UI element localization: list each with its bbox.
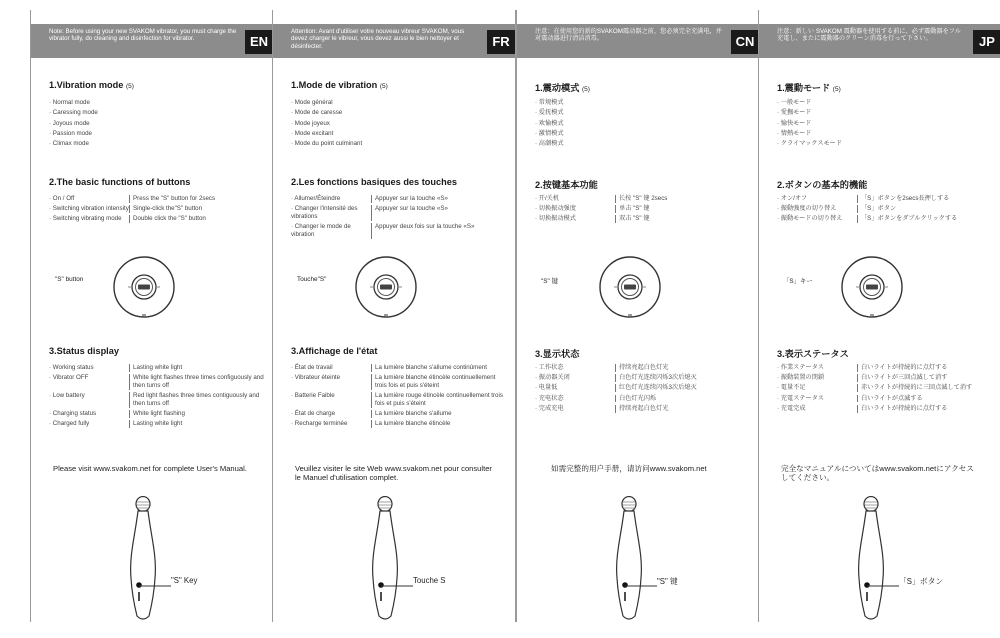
table-row	[535, 364, 750, 372]
button-label: Touche"S"	[297, 276, 327, 283]
status-name: · 振动器关闭	[535, 374, 570, 382]
manual-visit-note: Veuillez visiter le site Web www.svakom.net pour consulter le Manuel d'utilisation complet.	[295, 464, 492, 483]
vibration-mode-list	[291, 98, 362, 149]
function-name: · 振動モードの切り替え	[777, 215, 843, 223]
button-circle-icon	[834, 255, 910, 319]
table-row	[777, 384, 992, 392]
status-name: · 充電ステータス	[777, 394, 824, 402]
status-name: · État de travail	[291, 364, 333, 371]
function-name: · Changer l'intensité des vibrations	[291, 205, 358, 220]
manual-page-en	[30, 10, 274, 622]
status-display-table	[291, 364, 506, 431]
function-action: 双击 "S" 键	[615, 215, 750, 223]
section-title-text: 1.震动模式	[535, 83, 580, 93]
status-name: · Vibrator OFF	[49, 374, 89, 382]
button-circle-icon	[592, 255, 668, 319]
list-item: · 高潮模式	[535, 140, 564, 148]
vibration-mode-list	[49, 98, 98, 149]
function-name: · 切换振动模式	[535, 215, 576, 223]
function-action: Press the "S" button for 2secs	[129, 195, 264, 203]
manual-page-fr	[272, 10, 516, 622]
status-indication: 红色灯光连续闪烁3次后熄灭	[615, 384, 750, 392]
mode-count: (5)	[125, 83, 134, 90]
status-indication: White light flashing	[129, 410, 264, 418]
status-indication: La lumière blanche étincèle	[371, 420, 506, 428]
note-banner: Attention: Avant d'utiliser votre nouveau vibreur SVAKOM, vous devez charger le vibreur, vous devez aussi le bien nettoyer et désinfecter.	[273, 24, 515, 58]
status-name: · 电量低	[535, 384, 558, 392]
list-item: · 欢愉模式	[535, 119, 564, 127]
status-indication: 白色灯光连续闪烁3次后熄灭	[615, 374, 750, 382]
list-item: · Joyous mode	[49, 119, 90, 127]
language-badge: FR	[487, 30, 515, 54]
status-name: · 振動装置の閉鎖	[777, 374, 825, 382]
function-name: · 振動強度の切り替え	[777, 205, 837, 213]
status-name: · Charging status	[49, 410, 97, 418]
list-item: · Mode du point culminant	[291, 140, 363, 148]
section-button-functions-title: 2.The basic functions of buttons	[49, 177, 191, 187]
vibrator-icon	[607, 496, 651, 622]
table-row	[777, 205, 992, 213]
status-indication: 持续亮起白色灯光	[615, 405, 750, 413]
table-row	[777, 374, 992, 382]
list-item: · Mode de caresse	[291, 109, 343, 117]
table-row	[291, 223, 506, 239]
table-row	[291, 364, 506, 372]
status-name: · Working status	[49, 364, 94, 371]
button-diagram	[106, 255, 182, 324]
status-name: · État de charge	[291, 410, 336, 418]
table-row	[49, 195, 264, 203]
key-label: 「S」ボタン	[899, 577, 944, 586]
function-action: Double click the "S" button	[129, 215, 264, 223]
status-indication: 白いライトが三回点滅して消す	[857, 374, 992, 382]
manual-page-cn	[516, 10, 760, 622]
function-name: · 开/关机	[535, 195, 560, 202]
vibrator-illustration	[607, 496, 651, 622]
status-name: · Low battery	[49, 392, 85, 400]
table-row	[49, 364, 264, 372]
table-row	[291, 374, 506, 390]
mode-count: (5)	[581, 86, 590, 93]
status-display-table	[535, 364, 750, 415]
list-item: · 爱抚模式	[535, 109, 564, 117]
vibrator-icon	[121, 496, 165, 622]
section-button-functions-title: 2.按键基本功能	[535, 180, 598, 190]
button-functions-table	[291, 195, 506, 241]
list-item: · 激情模式	[535, 129, 564, 137]
status-name: · Recharge terminée	[291, 420, 348, 428]
key-label: "S" 键	[657, 577, 678, 586]
button-label: 「S」キー	[783, 278, 813, 285]
button-label: "S" button	[55, 276, 84, 283]
status-indication: Red light flashes three times contiguously and then turns off	[129, 392, 264, 408]
status-indication: White light flashes three times configuously and then turns off	[129, 374, 264, 390]
status-indication: La lumière rouge étincèle continuellement trois fois et puis s'éteint	[371, 392, 506, 408]
status-display-table	[777, 364, 992, 415]
key-label: Touche S	[413, 576, 446, 585]
function-action: 长按 "S" 键 2secs	[615, 195, 750, 203]
table-row	[535, 195, 750, 203]
section-status-display-title: 3.显示状态	[535, 349, 580, 359]
button-diagram	[592, 255, 668, 324]
table-row	[535, 395, 750, 403]
table-row	[49, 420, 264, 428]
section-vibration-mode-title	[49, 80, 134, 90]
table-row	[291, 410, 506, 418]
vibrator-illustration	[121, 496, 165, 622]
table-row	[777, 195, 992, 203]
list-item: · 一般モード	[777, 99, 812, 106]
status-indication: 白色灯光闪烁	[615, 395, 750, 403]
status-indication: 白いライトが点滅する	[857, 395, 992, 403]
table-row	[49, 374, 264, 390]
status-name: · Vibrateur éteinte	[291, 374, 341, 382]
function-name: · オン/オフ	[777, 195, 808, 202]
list-item: · クライマックスモード	[777, 140, 842, 148]
vibrator-illustration	[849, 496, 893, 622]
list-item: · 常规模式	[535, 99, 564, 106]
manual-visit-note: 完全なマニュアルについてはwww.svakom.netにアクセスしてください。	[781, 464, 974, 483]
list-item: · Passion mode	[49, 129, 92, 137]
button-diagram	[348, 255, 424, 324]
function-action: 单击 "S" 键	[615, 205, 750, 213]
table-row	[291, 420, 506, 428]
function-action: Appuyer sur la touche «S»	[371, 195, 506, 203]
button-diagram	[834, 255, 910, 324]
table-row	[777, 364, 992, 372]
status-indication: 白いライトが持続的に点灯する	[857, 364, 992, 372]
table-row	[49, 392, 264, 408]
list-item: · Mode joyeux	[291, 119, 330, 127]
list-item: · Mode excitant	[291, 129, 334, 137]
status-name: · Charged fully	[49, 420, 90, 428]
key-pointer-line	[381, 584, 413, 588]
status-indication: Lasting white light	[129, 420, 264, 428]
status-name: · 電量不足	[777, 384, 806, 392]
table-row	[535, 405, 750, 413]
status-name: · 充電完成	[777, 404, 806, 412]
vibration-mode-list	[535, 98, 564, 149]
function-name: · 切换振动强度	[535, 205, 576, 213]
section-title-text: 1.Mode de vibration	[291, 80, 378, 90]
button-functions-table	[535, 195, 750, 226]
function-action: Single-click the"S" button	[129, 205, 264, 213]
table-row	[777, 405, 992, 413]
note-banner: 注意：在使用您的新的SVAKOM震动器之前，您必须完全充满电，并对震动器进行清洁消毒。	[517, 24, 759, 58]
status-indication: 赤いライトが持続的に三回点滅して消す	[857, 384, 992, 392]
section-title-text: 1.震動モード	[777, 83, 831, 93]
language-badge: EN	[245, 30, 273, 54]
button-functions-table	[49, 195, 264, 226]
table-row	[777, 395, 992, 403]
function-action: 「S」ボタン	[857, 205, 992, 213]
table-row	[535, 384, 750, 392]
table-row	[49, 215, 264, 223]
table-row	[291, 195, 506, 203]
key-pointer-line	[625, 584, 657, 588]
table-row	[535, 374, 750, 382]
button-functions-table	[777, 195, 992, 226]
status-indication: 白いライトが持続的に点灯する	[857, 405, 992, 413]
manual-visit-note: 如需完整的用户手册，请访问www.svakom.net	[551, 464, 707, 473]
language-badge: CN	[731, 30, 759, 54]
table-row	[777, 215, 992, 223]
function-action: Appuyer sur la touche «S»	[371, 205, 506, 221]
section-button-functions-title: 2.Les fonctions basiques des touches	[291, 177, 457, 187]
table-row	[535, 205, 750, 213]
key-pointer-line	[867, 584, 899, 588]
button-label: "S" 键	[541, 278, 558, 285]
language-badge: JP	[973, 30, 1000, 54]
table-row	[291, 392, 506, 408]
list-item: · 愉快モード	[777, 119, 812, 127]
status-name: · 充电状态	[535, 394, 564, 402]
status-indication: La lumière blanche s'allume continûment	[371, 364, 506, 372]
table-row	[49, 410, 264, 418]
function-name: · Switching vibration intensity	[49, 205, 129, 213]
list-item: · Normal mode	[49, 99, 90, 106]
status-name: · 作業ステータス	[777, 364, 824, 371]
vibrator-icon	[363, 496, 407, 622]
status-indication: La lumière blanche étincèle continuellement trois fois et puis s'éteint	[371, 374, 506, 390]
note-banner: Note: Before using your new SVAKOM vibrator, you must charge the vibrator fully, do cleaning and disinfection for vibrator.	[31, 24, 273, 58]
button-circle-icon	[106, 255, 182, 319]
function-name: · Changer le mode de vibration	[291, 223, 351, 238]
list-item: · Caressing mode	[49, 109, 98, 117]
vibration-mode-list	[777, 98, 842, 149]
table-row	[49, 205, 264, 213]
function-action: 「S」ボタンを2secs長押しする	[857, 195, 992, 203]
table-row	[535, 215, 750, 223]
note-banner: 注意：新しい SVAKOM 震動器を使用する前に、必ず震動器をフル充電し、またに震動器のクリーン消毒を行って下さい。	[759, 24, 1000, 58]
section-vibration-mode-title	[291, 80, 388, 90]
status-name: · 完成充电	[535, 404, 564, 412]
function-name: · On / Off	[49, 195, 75, 202]
manual-page-jp	[758, 10, 1000, 622]
section-status-display-title: 3.Affichage de l'état	[291, 346, 378, 356]
vibrator-icon	[849, 496, 893, 622]
manual-visit-note: Please visit www.svakom.net for complete User's Manual.	[53, 464, 247, 473]
mode-count: (5)	[379, 83, 388, 90]
vibrator-illustration	[363, 496, 407, 622]
mode-count: (5)	[832, 86, 841, 93]
status-indication: La lumière blanche s'allume	[371, 410, 506, 418]
section-status-display-title: 3.Status display	[49, 346, 119, 356]
section-button-functions-title: 2.ボタンの基本的機能	[777, 180, 868, 190]
function-name: · Allumer/Éteindre	[291, 195, 341, 202]
status-name: · Batterie Faible	[291, 392, 335, 400]
list-item: · 愛撫モード	[777, 109, 812, 117]
list-item: · 情熱モード	[777, 129, 812, 137]
table-row	[291, 205, 506, 221]
key-pointer-line	[139, 584, 171, 588]
key-label: "S" Key	[171, 576, 198, 585]
section-status-display-title: 3.表示ステータス	[777, 349, 849, 359]
button-circle-icon	[348, 255, 424, 319]
list-item: · Climax mode	[49, 140, 89, 148]
section-vibration-mode-title	[535, 80, 590, 94]
function-action: 「S」ボタンをダブルクリックする	[857, 215, 992, 223]
status-name: · 工作状态	[535, 364, 564, 371]
function-action: Appuyer deux fois sur la touche «S»	[371, 223, 506, 239]
status-indication: Lasting white light	[129, 364, 264, 372]
function-name: · Switching vibrating mode	[49, 215, 122, 223]
section-title-text: 1.Vibration mode	[49, 80, 124, 90]
status-display-table	[49, 364, 264, 431]
section-vibration-mode-title	[777, 80, 841, 94]
list-item: · Mode général	[291, 99, 333, 106]
status-indication: 持续亮起白色灯光	[615, 364, 750, 372]
